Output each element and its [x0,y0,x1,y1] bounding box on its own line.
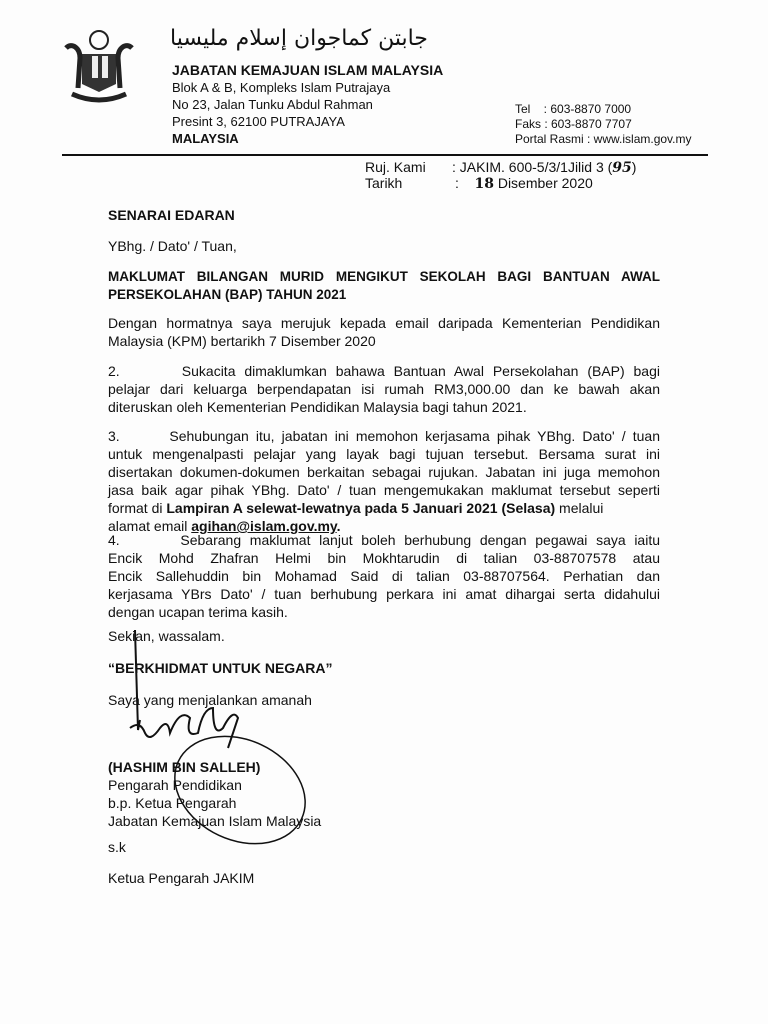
address-line: Blok A & B, Kompleks Islam Putrajaya [172,80,391,95]
para1-line: Dengan hormatnya saya merujuk kepada email daripada Kementerian Pendidikan [108,315,660,331]
para3-line: disertakan dokumen-dokumen berkaitan sebagai rujukan. Jabatan ini juga memohon [108,464,660,480]
para3-line: untuk mengenalpasti pelajar yang layak bagi tujuan tersebut. Bersama surat ini [108,446,660,462]
trust-line: Saya yang menjalankan amanah [108,692,312,708]
para4-line: kerjasama YBrs Dato' / tuan berhubung perkara ini amat dihargai serta didahului [108,586,660,602]
para3-line: jasa baik agar pihak YBhg. Dato' / tuan mengemukakan maklumat tersebut seperti [108,482,660,498]
address-line: No 23, Jalan Tunku Abdul Rahman [172,97,373,112]
org-name: JABATAN KEMAJUAN ISLAM MALAYSIA [172,62,444,78]
cc-recipient: Ketua Pengarah JAKIM [108,870,255,886]
para2-line: 2. Sukacita dimaklumkan bahawa Bantuan Awal Persekolahan (BAP) bagi [108,363,660,379]
closing: Sekian, wassalam. [108,628,225,644]
email-link[interactable]: agihan@islam.gov.my [191,518,337,534]
para4-line: Encik Mohd Zhafran Helmi bin Mokhtarudin di talian 03-88707578 atau [108,550,660,566]
ref-label: Ruj. Kami [365,159,426,175]
country: MALAYSIA [172,131,239,146]
header-divider [62,154,708,156]
portal: Portal Rasmi : www.islam.gov.my [515,132,692,146]
subject-line: MAKLUMAT BILANGAN MURID MENGIKUT SEKOLAH BAGI BANTUAN AWAL [108,269,660,284]
para2-line: pelajar dari keluarga berpendapatan isi rumah RM3,000.00 dan ke bawah akan [108,381,660,397]
arabic-org-name: جابتن كماجوان إسلام مليسيا [170,26,428,51]
date-label: Tarikh [365,175,403,191]
ref-value: : JAKIM. 600-5/3/1Jilid 3 (95) [452,159,637,176]
para3-line: 3. Sehubungan itu, jabatan ini memohon kerjasama pihak YBhg. Dato' / tuan [108,428,660,444]
para1-line: Malaysia (KPM) bertarikh 7 Disember 2020 [108,333,376,349]
tel: Tel : 603-8870 7000 [515,102,632,116]
subject-line: PERSEKOLAHAN (BAP) TAHUN 2021 [108,287,347,302]
motto: “BERKHIDMAT UNTUK NEGARA” [108,660,333,676]
cc-label: s.k [108,839,126,855]
salutation: YBhg. / Dato' / Tuan, [108,238,237,254]
para4-line: Encik Sallehuddin bin Mohamad Said di talian 03-88707564. Perhatian dan [108,568,660,584]
para3-line: alamat email agihan@islam.gov.my. [108,518,341,534]
para3-line: format di Lampiran A selewat-lewatnya pada 5 Januari 2021 (Selasa) melalui [108,500,604,516]
address-line: Presint 3, 62100 PUTRAJAYA [172,114,345,129]
recipient: SENARAI EDARAN [108,207,235,223]
date-value: : 18 Disember 2020 [455,175,593,192]
malaysia-coat-of-arms-logo [58,28,140,106]
para4-line: 4. Sebarang maklumat lanjut boleh berhubung dengan pegawai saya iaitu [108,532,660,548]
para2-line: diteruskan oleh Kementerian Pendidikan Malaysia bagi tahun 2021. [108,399,527,415]
signatory-name: (HASHIM BIN SALLEH) [108,759,261,775]
signatory-org: Jabatan Kemajuan Islam Malaysia [108,813,322,829]
signatory-title: Pengarah Pendidikan [108,777,242,793]
para4-line: dengan ucapan terima kasih. [108,604,288,620]
fax: Faks : 603-8870 7707 [515,117,632,131]
signatory-bp: b.p. Ketua Pengarah [108,795,237,811]
